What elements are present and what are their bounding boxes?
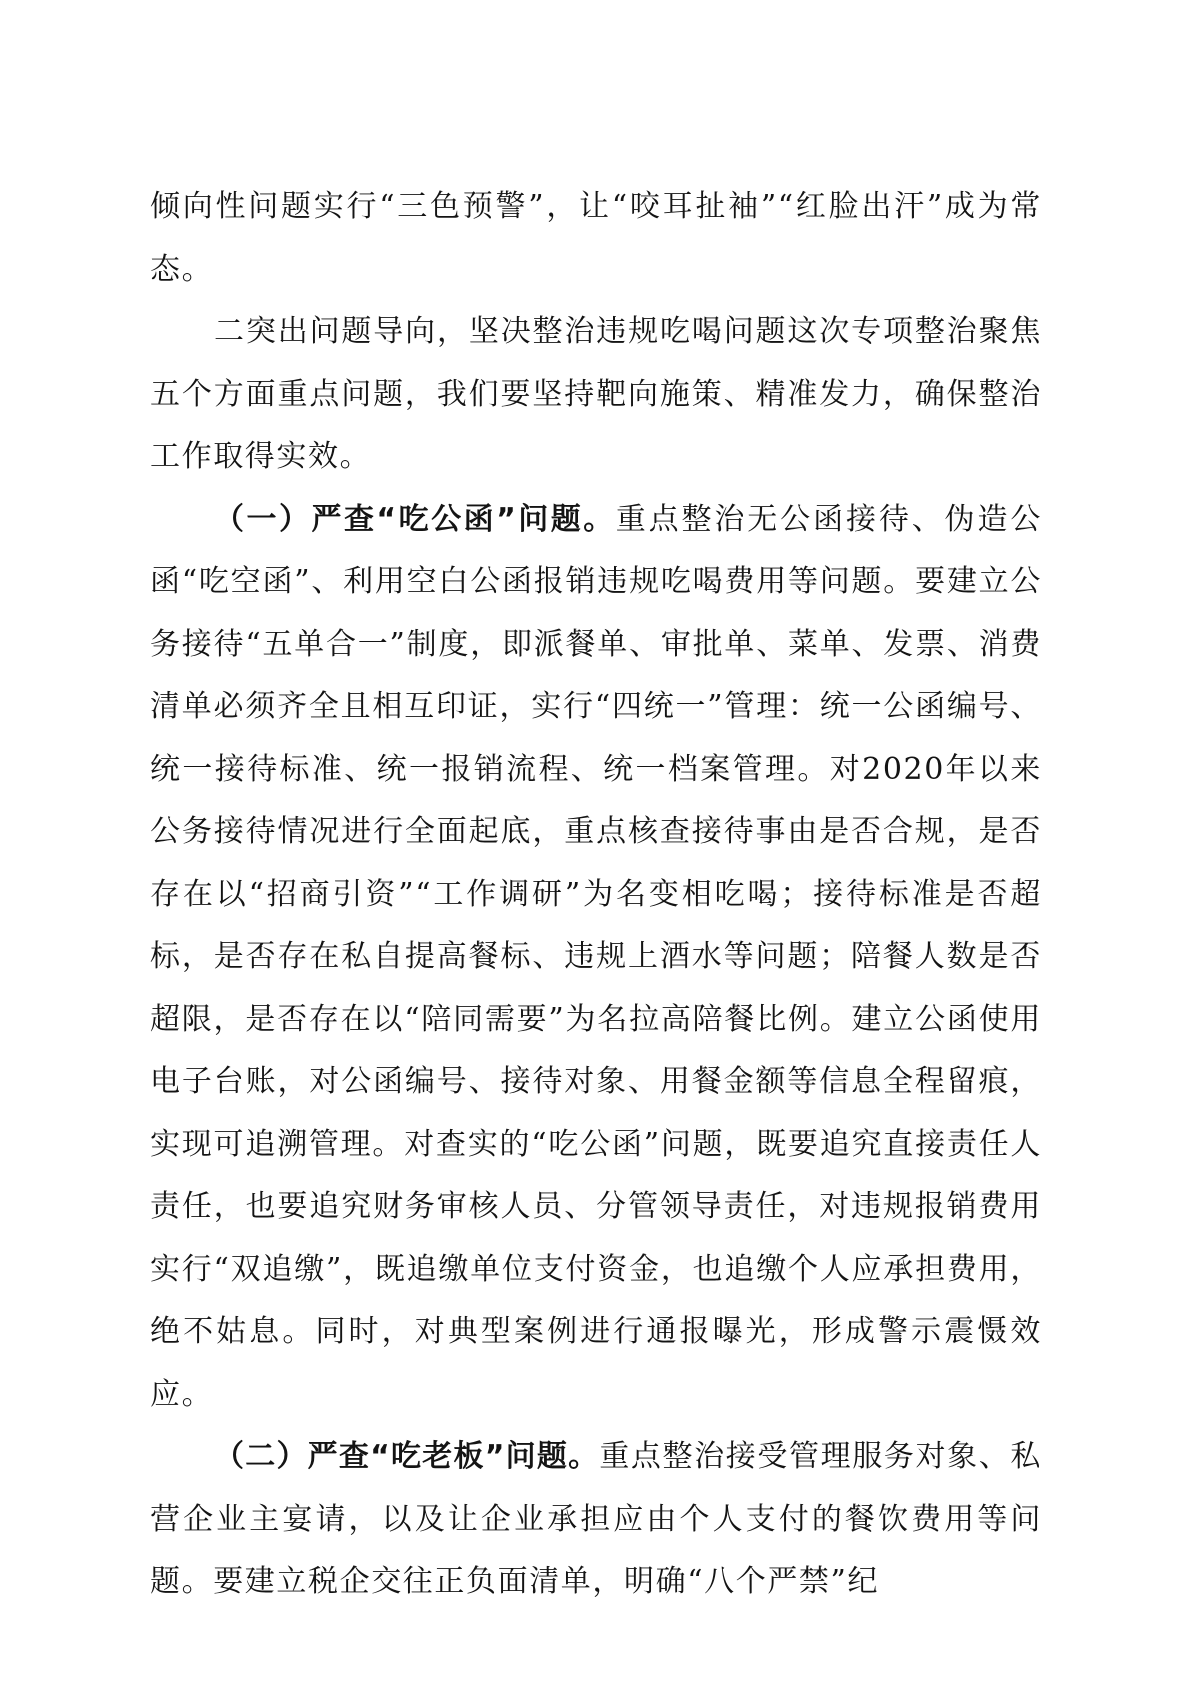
paragraph-item-one	[150, 489, 1042, 1427]
paragraph-item-two	[150, 1426, 1042, 1614]
paragraph-text: 二突出问题导向，坚决整治违规吃喝问题这次专项整治聚焦五个方面重点问题，我们要坚持靶向施策、精准发力，确保整治工作取得实效。	[150, 314, 1042, 474]
item-heading: （一）严查“吃公函”问题。	[214, 501, 616, 537]
document-body	[150, 176, 1042, 1614]
item-heading: （二）严查“吃老板”问题。	[214, 1439, 600, 1474]
paragraph-text: 倾向性问题实行“三色预警”，让“咬耳扯袖”“红脸出汗”成为常态。	[150, 189, 1042, 287]
paragraph-continuation	[150, 176, 1042, 301]
paragraph-section-two-intro	[150, 301, 1042, 489]
paragraph-text: 重点整治接受管理服务对象、私营企业主宴请，以及让企业承担应由个人支付的餐饮费用等问题。要建立税企交往正负面清单，明确“八个严禁”纪	[150, 1439, 1042, 1599]
paragraph-text: 重点整治无公函接待、伪造公函“吃空函”、利用空白公函报销违规吃喝费用等问题。要建立公务接待“五单合一”制度，即派餐单、审批单、菜单、发票、消费清单必须齐全且相互印证，实行“四统一”管理：统一公函编号、统一接待标准、统一报销流程、统一档案管理。对2020年以来公务接待情况进行全面起底，重点核查接待事由是否合规，是否存在以“招商引资”“工作调研”为名变相吃喝；接待标准是否超标，是否存在私自提高餐标、违规上酒水等问题；陪餐人数是否超限，是否存在以“陪同需要”为名拉高陪餐比例。建立公函使用电子台账，对公函编号、接待对象、用餐金额等信息全程留痕，实现可追溯管理。对查实的“吃公函”问题，既要追究直接责任人责任，也要追究财务审核人员、分管领导责任，对违规报销费用实行“双追缴”，既追缴单位支付资金，也追缴个人应承担费用，绝不姑息。同时，对典型案例进行通报曝光，形成警示震慑效应。	[150, 501, 1042, 1412]
